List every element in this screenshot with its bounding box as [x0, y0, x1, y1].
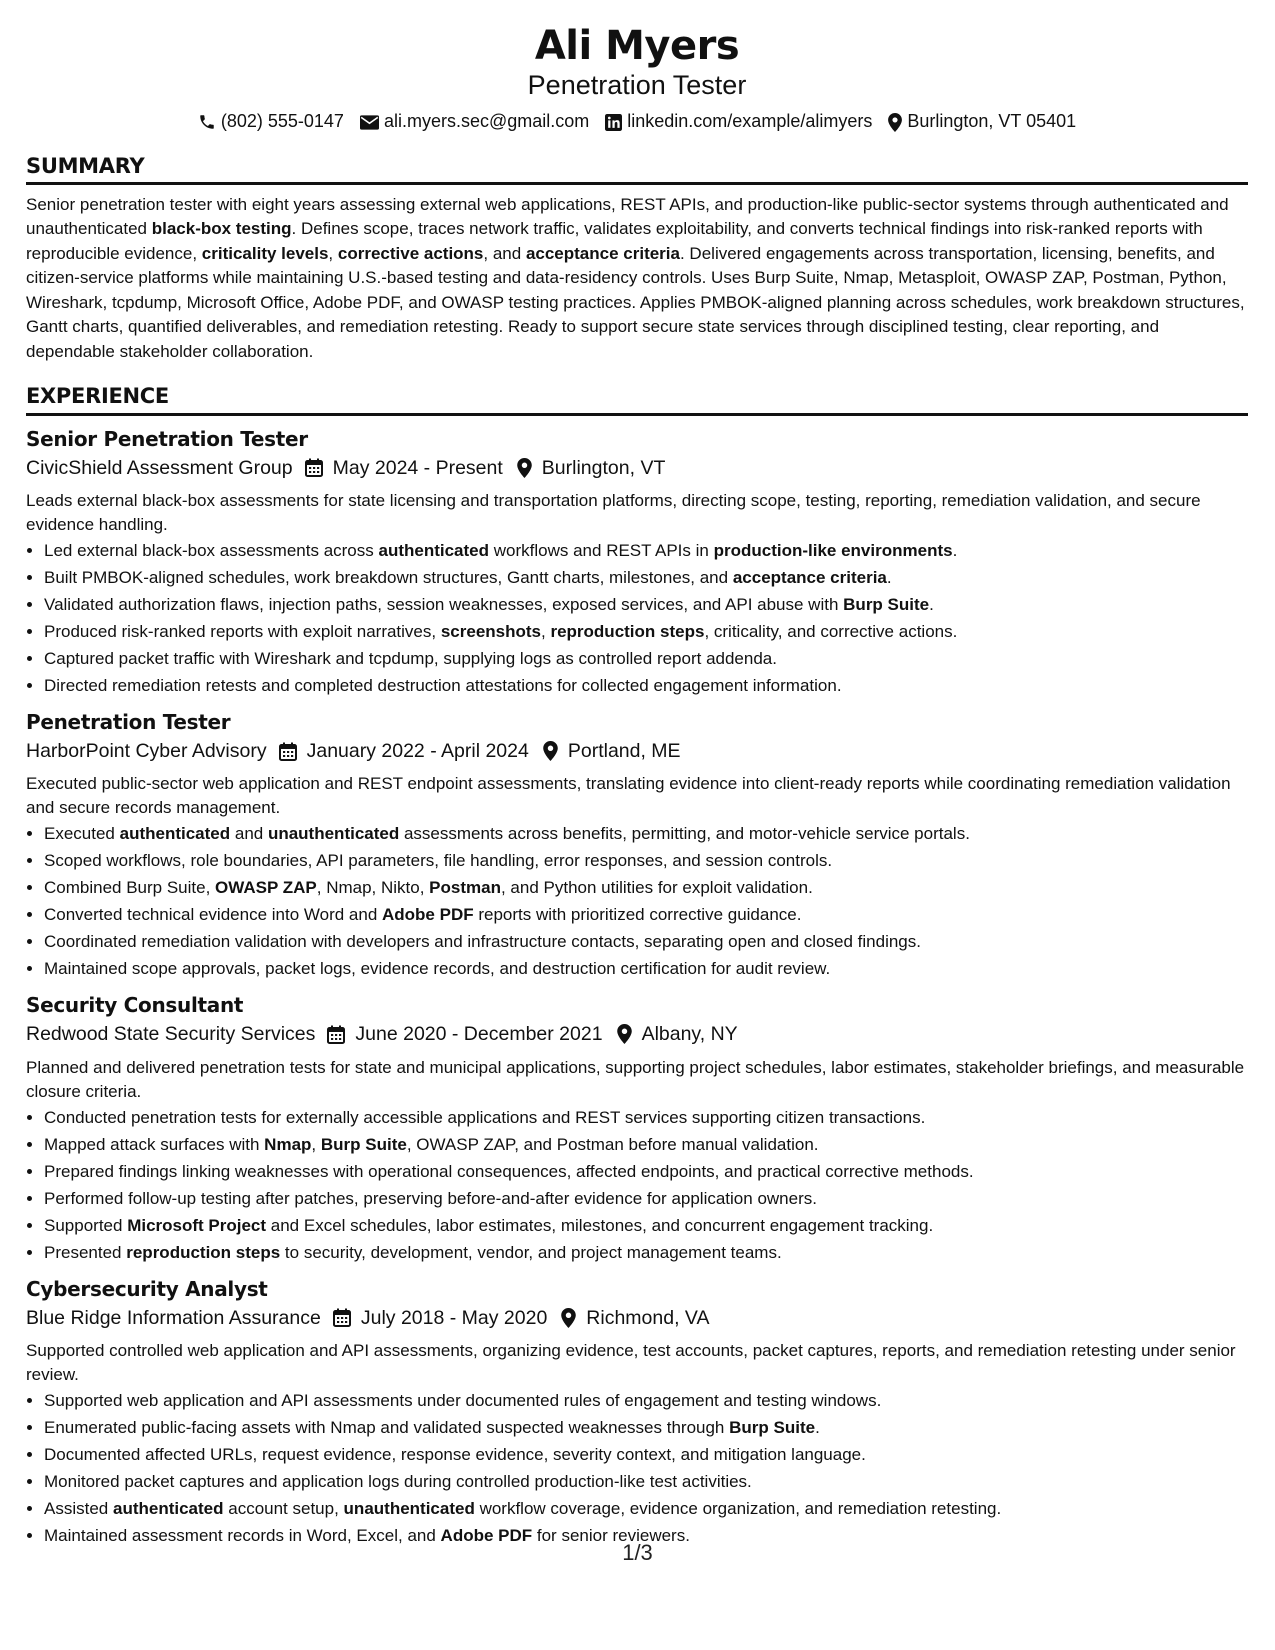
job-description: Executed public-sector web application and REST endpoint assessments, translating evidence into client-ready reports while coordinating remediation validation and secure records management.	[26, 774, 1231, 818]
page-number: 1/3	[622, 1540, 653, 1565]
summary-text: Senior penetration tester with eight years assessing external web applications, REST APIs, and production-like public-sector systems through authenticated and unauthenticated black-box testing. Defines scope, traces network traffic, validates exploitability, and converts technical findings into risk-ranked reports with reproducible evidence, criticality levels, corrective actions, and acceptance criteria. Delivered engagements across transportation, licensing, benefits, and citizen-service platforms while maintaining U.S.-based testing and data-residency controls. Uses Burp Suite, Nmap, Metasploit, OWASP ZAP, Postman, Python, Wireshark, tcpdump, Microsoft Office, Adobe PDF, and OWASP testing practices. Applies PMBOK-aligned planning across schedules, work breakdown structures, Gantt charts, quantified deliverables, and remediation retesting. Ready to support secure state services through disciplined testing, clear reporting, and dependable stakeholder collaboration.	[26, 194, 1245, 361]
list-item: • Mapped attack surfaces with Nmap, Burp Suite, OWASP ZAP, and Postman before manual validation.	[44, 1131, 1248, 1158]
job-bullets	[26, 1104, 1248, 1266]
list-item: • Produced risk-ranked reports with exploit narratives, screenshots, reproduction steps, criticality, and corrective actions.	[44, 618, 1248, 645]
job-company: Blue Ridge Information Assurance	[26, 1306, 321, 1329]
bold-keyword: unauthenticated	[343, 1498, 475, 1518]
bold-keyword: OWASP ZAP	[215, 878, 317, 898]
experience-section	[26, 384, 1248, 1548]
list-item: • Monitored packet captures and application logs during controlled production-like test activities.	[44, 1468, 1248, 1495]
phone-icon	[198, 113, 216, 131]
job-entry	[26, 1276, 1248, 1549]
list-item: • Presented reproduction steps to security, development, vendor, and project management teams.	[44, 1239, 1248, 1266]
contact-email[interactable]	[360, 110, 589, 133]
job-location: Portland, ME	[567, 739, 681, 762]
bold-keyword: acceptance criteria	[732, 567, 887, 587]
list-item: • Prepared findings linking weaknesses with operational consequences, affected endpoints, and practical corrective methods.	[44, 1158, 1248, 1185]
job-company: CivicShield Assessment Group	[26, 456, 293, 479]
linkedin-icon	[605, 114, 622, 131]
job-entry	[26, 426, 1248, 699]
map-pin-icon	[617, 1024, 632, 1044]
bold-keyword: reproduction steps	[550, 621, 705, 641]
list-item: • Maintained scope approvals, packet logs, evidence records, and destruction certification for audit review.	[44, 955, 1248, 982]
job-meta	[26, 1305, 1248, 1331]
list-item: • Supported Microsoft Project and Excel schedules, labor estimates, milestones, and concurrent engagement tracking.	[44, 1212, 1248, 1239]
job-company: HarborPoint Cyber Advisory	[26, 739, 267, 762]
job-company: Redwood State Security Services	[26, 1023, 316, 1046]
job-location: Albany, NY	[641, 1023, 738, 1046]
bold-keyword: Nmap	[264, 1134, 312, 1154]
list-item: • Directed remediation retests and completed destruction attestations for collected engagement information.	[44, 672, 1248, 699]
candidate-title: Penetration Tester	[527, 70, 747, 100]
envelope-icon	[360, 115, 379, 130]
linkedin-text[interactable]: linkedin.com/example/alimyers	[627, 111, 873, 132]
job-meta	[26, 738, 1248, 764]
list-item: • Performed follow-up testing after patches, preserving before-and-after evidence for application owners.	[44, 1185, 1248, 1212]
calendar-icon	[279, 742, 297, 761]
calendar-icon	[327, 1025, 345, 1044]
job-dates: July 2018 - May 2020	[360, 1306, 548, 1329]
list-item: • Enumerated public-facing assets with Nmap and validated suspected weaknesses through Burp Suite.	[44, 1414, 1248, 1441]
experience-list	[26, 426, 1248, 1549]
job-dates: January 2022 - April 2024	[306, 739, 529, 762]
list-item: • Assisted authenticated account setup, unauthenticated workflow coverage, evidence organization, and remediation retesting.	[44, 1495, 1248, 1522]
resume-header	[26, 24, 1248, 134]
calendar-icon	[333, 1308, 351, 1327]
job-description: Leads external black-box assessments for state licensing and transportation platforms, directing scope, testing, reporting, remediation validation, and secure evidence handling.	[26, 490, 1201, 534]
job-dates: May 2024 - Present	[332, 456, 503, 479]
bold-keyword: black-box testing	[151, 219, 292, 239]
bold-keyword: acceptance criteria	[525, 243, 680, 263]
experience-heading: EXPERIENCE	[26, 384, 1248, 415]
job-title: Senior Penetration Tester	[26, 426, 308, 451]
job-meta	[26, 1021, 1248, 1047]
list-item: • Supported web application and API assessments under documented rules of engagement and testing windows.	[44, 1387, 1248, 1414]
job-meta	[26, 455, 1248, 481]
list-item: • Converted technical evidence into Word and Adobe PDF reports with prioritized corrective guidance.	[44, 901, 1248, 928]
bold-keyword: Burp Suite	[843, 594, 930, 614]
job-description: Planned and delivered penetration tests for state and municipal applications, supporting project schedules, labor estimates, stakeholder briefings, and measurable closure criteria.	[26, 1057, 1245, 1101]
bold-keyword: authenticated	[378, 540, 490, 560]
map-pin-icon	[888, 113, 902, 132]
bold-keyword: corrective actions	[337, 243, 484, 263]
job-entry	[26, 709, 1248, 982]
bold-keyword: authenticated	[112, 1498, 224, 1518]
job-bullets	[26, 1387, 1248, 1549]
location-text: Burlington, VT 05401	[907, 111, 1077, 132]
resume-page	[26, 18, 1248, 1549]
contact-bar	[26, 110, 1248, 133]
list-item: • Led external black-box assessments across authenticated workflows and REST APIs in production-like environments.	[44, 537, 1248, 564]
list-item: • Validated authorization flaws, injection paths, session weaknesses, exposed services, and API abuse with Burp Suite.	[44, 591, 1248, 618]
job-bullets	[26, 537, 1248, 699]
bold-keyword: Microsoft Project	[127, 1215, 267, 1235]
job-title: Cybersecurity Analyst	[26, 1276, 268, 1301]
bold-keyword: Adobe PDF	[440, 1525, 533, 1545]
candidate-name: Ali Myers	[534, 23, 740, 69]
job-description: Supported controlled web application and API assessments, organizing evidence, test accounts, packet captures, reports, and remediation retesting under senior review.	[26, 1340, 1236, 1384]
summary-heading: SUMMARY	[26, 154, 1248, 185]
list-item: • Conducted penetration tests for externally accessible applications and REST services supporting citizen transactions.	[44, 1104, 1248, 1131]
list-item: • Executed authenticated and unauthenticated assessments across benefits, permitting, and motor-vehicle service portals.	[44, 820, 1248, 847]
job-title: Penetration Tester	[26, 709, 231, 734]
bold-keyword: Burp Suite	[320, 1134, 407, 1154]
contact-phone	[198, 110, 344, 133]
list-item: • Scoped workflows, role boundaries, API parameters, file handling, error responses, and session controls.	[44, 847, 1248, 874]
bold-keyword: screenshots	[440, 621, 542, 641]
map-pin-icon	[543, 741, 558, 761]
list-item: • Combined Burp Suite, OWASP ZAP, Nmap, Nikto, Postman, and Python utilities for exploit validation.	[44, 874, 1248, 901]
job-location: Richmond, VA	[586, 1306, 710, 1329]
bold-keyword: Adobe PDF	[382, 905, 474, 925]
job-dates: June 2020 - December 2021	[355, 1023, 603, 1046]
contact-linkedin[interactable]	[605, 110, 872, 133]
map-pin-icon	[517, 458, 532, 478]
list-item: • Captured packet traffic with Wireshark and tcpdump, supplying logs as controlled report addenda.	[44, 645, 1248, 672]
bold-keyword: production-like environments	[713, 540, 953, 560]
job-bullets	[26, 820, 1248, 982]
list-item: • Maintained assessment records in Word, Excel, and Adobe PDF for senior reviewers.	[44, 1522, 1248, 1549]
job-location: Burlington, VT	[541, 456, 666, 479]
list-item: • Built PMBOK-aligned schedules, work breakdown structures, Gantt charts, milestones, and acceptance criteria.	[44, 564, 1248, 591]
bold-keyword: authenticated	[119, 824, 231, 844]
map-pin-icon	[561, 1308, 576, 1328]
bold-keyword: Burp Suite	[729, 1417, 816, 1437]
summary-section	[26, 154, 1248, 365]
bold-keyword: Postman	[429, 878, 501, 898]
job-title: Security Consultant	[26, 993, 244, 1018]
bold-keyword: reproduction steps	[126, 1242, 281, 1262]
list-item: • Documented affected URLs, request evidence, response evidence, severity context, and mitigation language.	[44, 1441, 1248, 1468]
email-text[interactable]: ali.myers.sec@gmail.com	[383, 111, 590, 132]
job-entry	[26, 992, 1248, 1265]
bold-keyword: criticality levels	[201, 243, 329, 263]
bold-keyword: unauthenticated	[267, 824, 400, 844]
contact-location	[888, 110, 1076, 133]
calendar-icon	[305, 458, 323, 477]
phone-text: (802) 555-0147	[220, 111, 344, 132]
list-item: • Coordinated remediation validation with developers and infrastructure contacts, separating open and closed findings.	[44, 928, 1248, 955]
